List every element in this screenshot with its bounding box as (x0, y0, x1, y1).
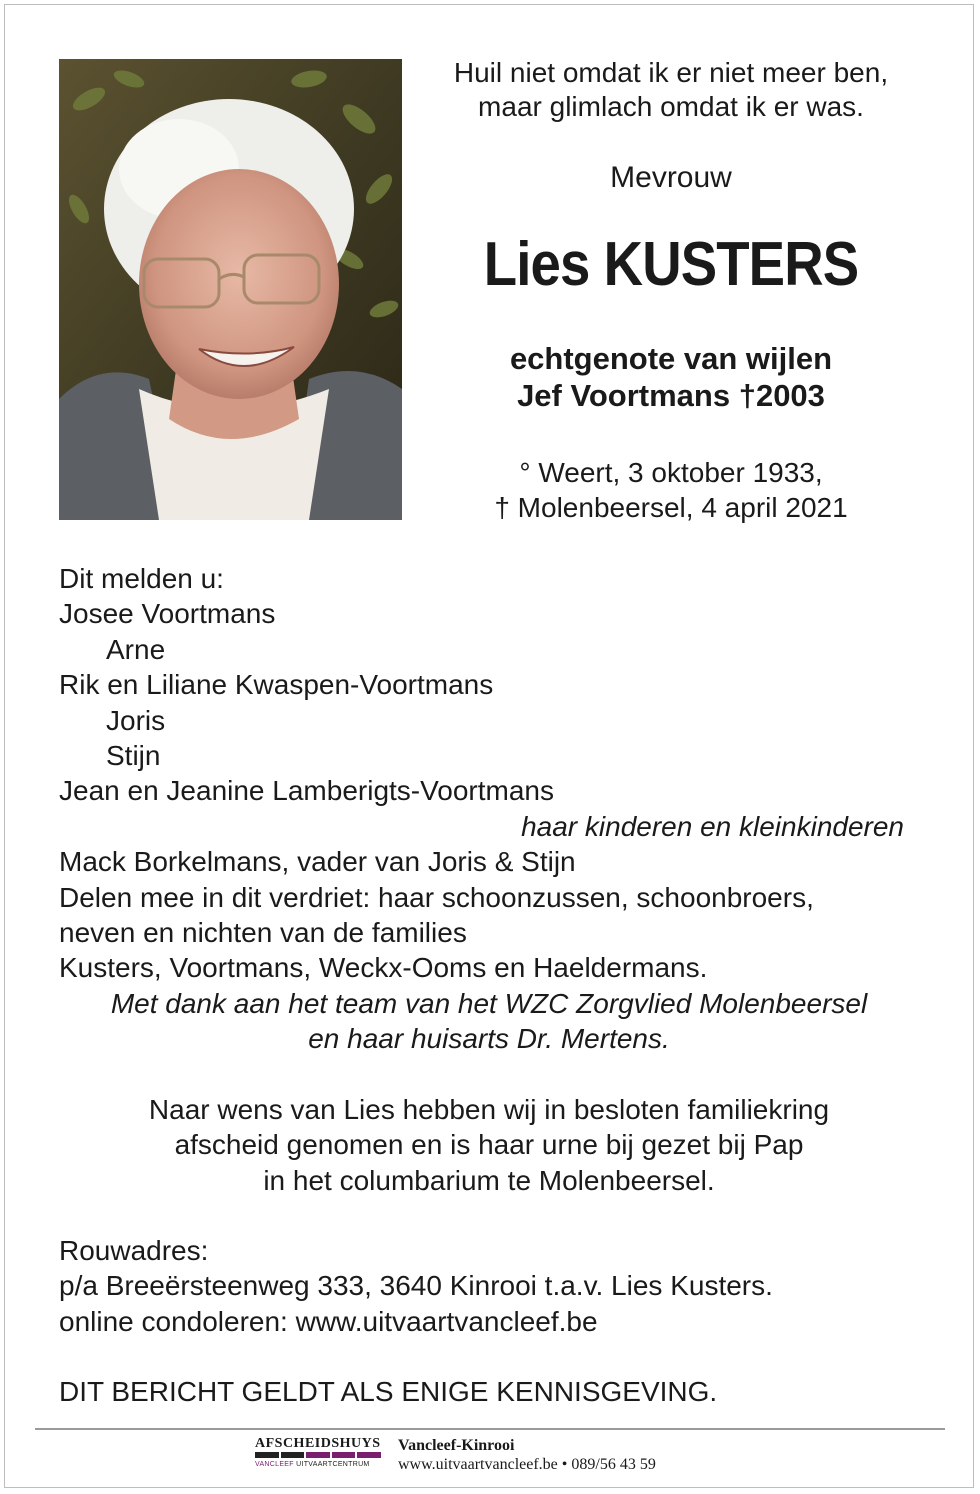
honorific: Mevrouw (610, 161, 732, 194)
notice-line: in het columbarium te Molenbeersel. (263, 1164, 715, 1196)
grandchild: Arne (106, 633, 166, 665)
spouse-line-1: echtgenote van wijlen (509, 341, 833, 376)
family-line: Delen mee in dit verdriet: haar schoonzussen, schoonbroers, (59, 881, 814, 913)
logo-subtitle (255, 1460, 381, 1469)
life-dates (410, 455, 932, 525)
grandchild: Stijn (106, 740, 161, 772)
firm-contact[interactable]: www.uitvaartvancleef.be • 089/56 43 59 (398, 1456, 656, 1473)
thanks-line: Met dank aan het team van het WZC Zorgvlied Molenbeersel (110, 987, 868, 1019)
mourning-address: p/a Breeërsteenweg 333, 3640 Kinrooi t.a.v. Lies Kusters. (59, 1270, 773, 1302)
footer-divider (35, 1428, 945, 1430)
birth-date: ° Weert, 3 oktober 1933, (519, 457, 823, 488)
logo-sub-right: UITVAARTCENTRUM (296, 1461, 370, 1468)
family-member: Josee Voortmans (59, 598, 276, 630)
memorial-quote (410, 56, 932, 124)
spouse-info (410, 340, 932, 414)
funeral-home-info (398, 1436, 656, 1475)
logo-color-bar (255, 1452, 381, 1458)
quote-line-1: Huil niet omdat ik er niet meer ben, (453, 57, 889, 88)
logo-sub-left: VANCLEEF (255, 1461, 294, 1468)
deceased-name: Lies KUSTERS (483, 230, 859, 299)
family-member: Mack Borkelmans, vader van Joris & Stijn (59, 846, 576, 878)
closing-notice: DIT BERICHT GELDT ALS ENIGE KENNISGEVING. (59, 1376, 718, 1408)
firm-name: Vancleef-Kinrooi (398, 1437, 515, 1454)
spacer (59, 1198, 919, 1233)
address-label: Rouwadres: (59, 1234, 209, 1266)
spouse-line-2: Jef Voortmans †2003 (517, 378, 825, 413)
online-condolence-link[interactable]: online condoleren: www.uitvaartvancleef.be (59, 1305, 598, 1337)
funeral-home-logo (255, 1436, 381, 1472)
death-date: † Molenbeersel, 4 april 2021 (494, 492, 848, 523)
notice-line: Naar wens van Lies hebben wij in besloten familiekring (148, 1093, 830, 1125)
announcement-body (59, 561, 919, 1410)
spacer (59, 1057, 919, 1092)
family-line: Kusters, Voortmans, Weckx-Ooms en Haeldermans. (59, 952, 708, 984)
relation-label: haar kinderen en kleinkinderen (521, 810, 904, 842)
spacer (59, 1339, 919, 1374)
grandchild: Joris (106, 704, 166, 736)
family-member: Rik en Liliane Kwaspen-Voortmans (59, 669, 494, 701)
notice-line: afscheid genomen en is haar urne bij gezet bij Pap (174, 1129, 804, 1161)
portrait-photo (59, 59, 402, 520)
family-line: neven en nichten van de families (59, 917, 467, 949)
quote-line-2: maar glimlach omdat ik er was. (478, 91, 864, 122)
logo-title: AFSCHEIDSHUYS (255, 1436, 381, 1451)
family-member: Jean en Jeanine Lamberigts-Voortmans (59, 775, 554, 807)
family-intro: Dit melden u: (59, 563, 224, 594)
thanks-line: en haar huisarts Dr. Mertens. (308, 1023, 670, 1055)
